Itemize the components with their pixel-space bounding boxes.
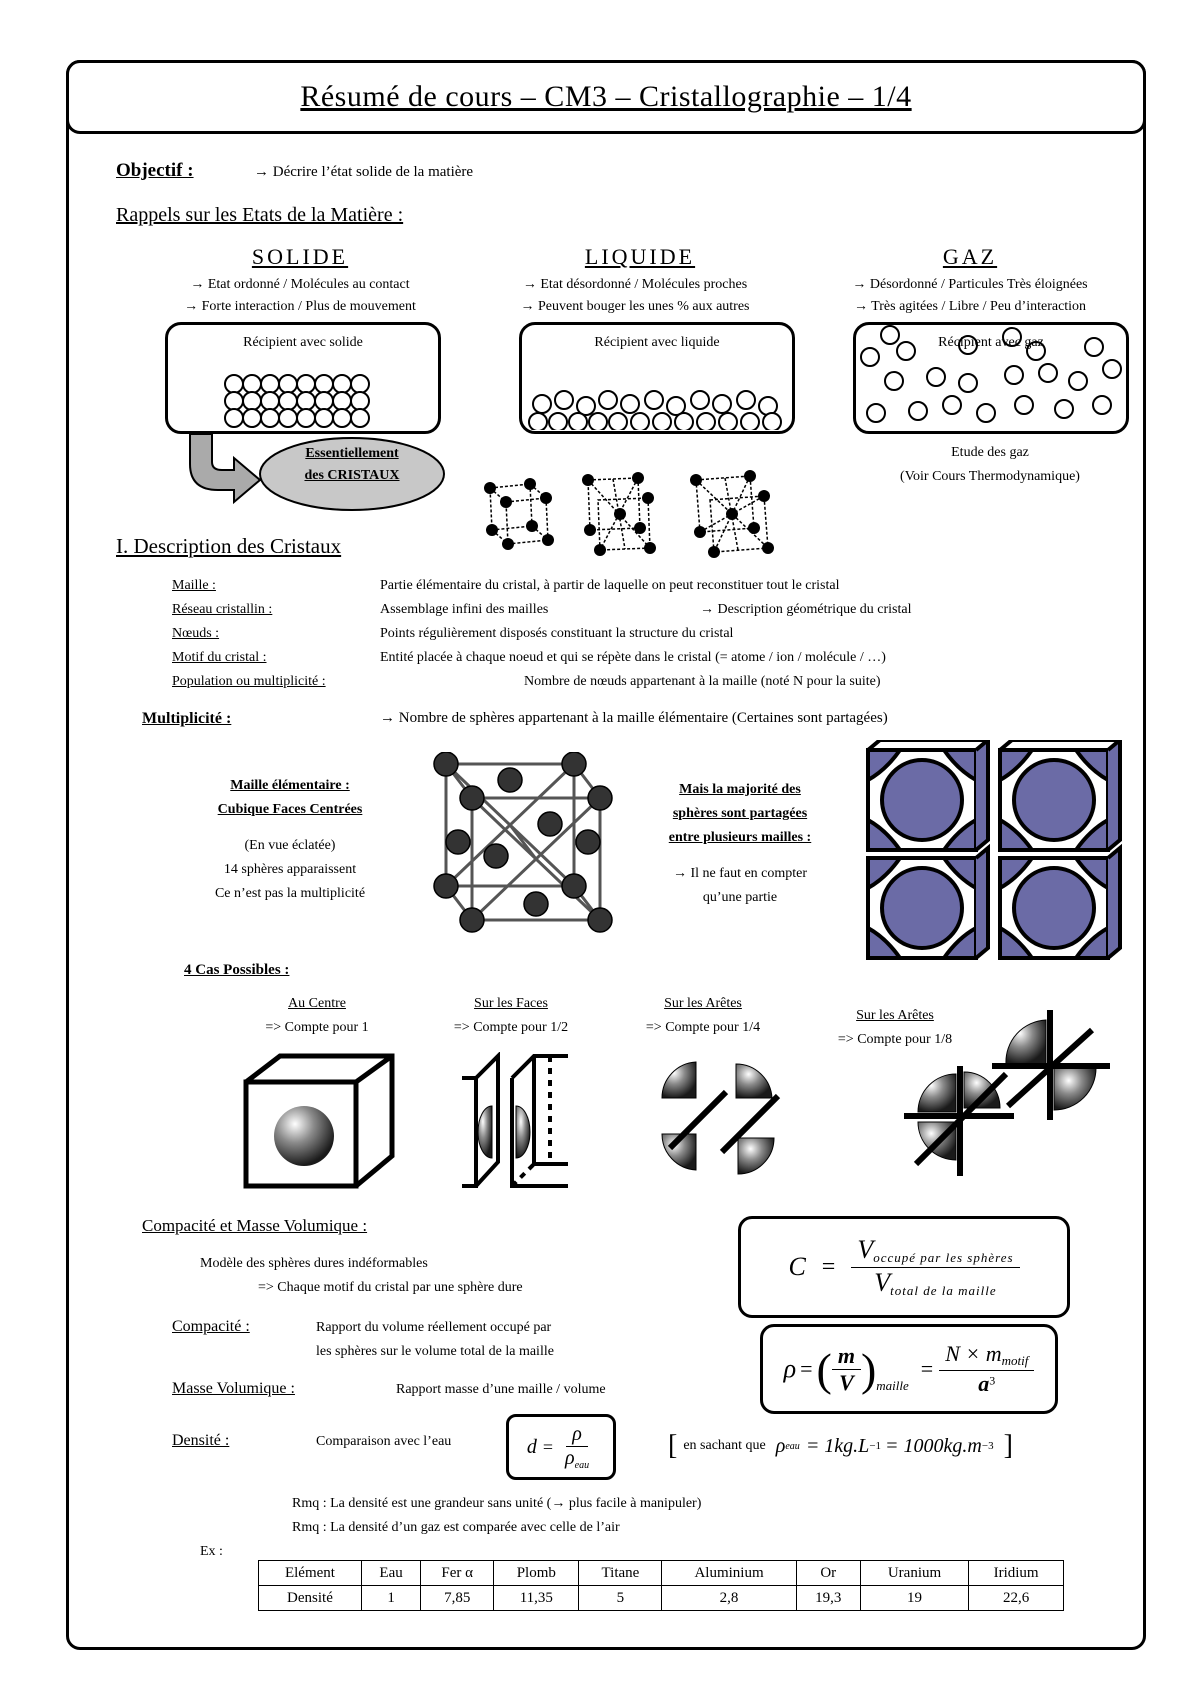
formula-maille-sub: maille [876,1378,909,1393]
def-term-noeuds: Nœuds : [172,626,220,641]
section1-heading: I. Description des Cristaux [116,534,342,558]
state-title-gaz: GAZ [942,244,998,269]
crystal-lattices-illustration [470,470,800,562]
title-box [66,60,1146,134]
formula-c-equals: = [821,1253,836,1280]
rappels-heading: Rappels sur les Etats de la Matière : [116,204,404,226]
rho-eau-note-text: en sachant que [683,1438,766,1453]
formula-c-fraction [851,1235,1019,1298]
rho-eau-value1: = 1kg.L [805,1434,870,1457]
table-cell: 2,8 [662,1586,796,1611]
cube-centre-sphere-illustration [242,1052,398,1192]
masse-volumique-label: Masse Volumique : [172,1380,295,1397]
densite-label: Densité : [172,1432,230,1449]
cas-count-centre: => Compte pour 1 [265,1020,369,1035]
formula-total-sub: total de la maille [890,1282,997,1298]
formula-rho-over-rhoeau [559,1423,595,1471]
gaz-note2: (Voir Cours Thermodynamique) [900,469,1080,484]
masse-volumique-text: Rapport masse d’une maille / volume [396,1382,606,1397]
rho-eau-value2: = 1000kg.m [885,1434,982,1457]
gaz-line2: → Très agitées / Libre / Peu d’interaction [853,299,1087,314]
def-text-maille: Partie élémentaire du cristal, à partir de laquelle on peut reconstituer tout le cristal [380,578,840,593]
formula-n-times-m: N × m [945,1341,1002,1367]
table-row-header [259,1561,1064,1586]
table-cell: 5 [579,1586,662,1611]
formula-rho-equals2: = [920,1356,934,1381]
gaz-note1: Etude des gaz [951,445,1029,460]
def-text-noeuds: Points régulièrement disposés constituant la structure du cristal [380,626,734,641]
table-header-cell: Uranium [860,1561,968,1586]
formula-motif-sub: motif [1001,1353,1029,1369]
compacite-text2: les sphères sur le volume total de la maille [316,1344,554,1359]
container-liquide [519,322,795,434]
formula-paren-close: ) [860,1343,877,1395]
state-title-liquide: LIQUIDE [584,244,696,269]
container-liquide-label: Récipient avec liquide [594,335,720,350]
state-title-solide: SOLIDE [251,244,349,269]
gaz-line1: → Désordonné / Particules Très éloignées [852,277,1088,292]
solide-line2: → Forte interaction / Plus de mouvement [184,299,416,314]
example-label: Ex : [200,1544,223,1559]
table-cell: 19 [860,1586,968,1611]
page-title: Résumé de cours – CM3 – Cristallographie – 1/4 [300,80,912,113]
formula-occupe-sub: occupé par les sphères [873,1250,1014,1266]
density-table [258,1560,1064,1611]
table-header-cell: Eau [361,1561,420,1586]
remarque-1: Rmq : La densité est une grandeur sans unité (→ plus facile à manipuler) [292,1496,702,1511]
objectif-label: Objectif : [116,160,194,181]
bracket-close: ] [1003,1430,1013,1461]
container-solide [165,322,441,434]
def-extra-reseau: → Description géométrique du cristal [700,602,912,617]
table-cell: Densité [259,1586,362,1611]
model-line2: => Chaque motif du cristal par une sphère dure [258,1280,523,1295]
formula-m: m [832,1343,861,1370]
formula-v: V [839,1369,854,1395]
edge-quarter-spheres-illustration [656,1052,806,1190]
table-cell: 11,35 [494,1586,579,1611]
formula-c-symbol: C [788,1252,806,1281]
cas-count-faces: => Compte pour 1/2 [453,1020,569,1035]
liquide-line2: → Peuvent bouger les unes % aux autres [520,299,750,314]
rho-eau-note [668,1430,1013,1462]
liquid-spheres-illustration [522,360,792,430]
cfc-line2: 14 sphères apparaissent [223,862,357,877]
face-half-spheres-illustration [458,1052,578,1192]
cas-title-faces: Sur les Faces [474,996,548,1011]
cas-title-centre: Au Centre [288,996,346,1011]
shared-spheres-cubes-illustration [866,740,1122,962]
densite-text: Comparaison avec l’eau [316,1434,452,1449]
def-text-motif: Entité placée à chaque noeud et qui se répète dans le cristal (= atome / ion / molécule / …) [380,650,886,665]
def-term-reseau: Réseau cristallin : [172,602,273,617]
shared-title1: Mais la majorité des [679,782,801,797]
essentiel-line1: Essentiellement [305,446,399,461]
container-gaz-label: Récipient avec gaz [938,335,1044,350]
table-cell: 7,85 [421,1586,494,1611]
compacite-text1: Rapport du volume réellement occupé par [316,1320,552,1335]
cas-heading: 4 Cas Possibles : [184,962,290,978]
essentiel-line2: des CRISTAUX [304,468,400,483]
liquide-line1: → Etat désordonné / Molécules proches [522,277,748,292]
table-header-cell: Or [796,1561,860,1586]
table-header-cell: Elément [259,1561,362,1586]
cfc-line1: (En vue éclatée) [244,838,336,853]
formula-m-over-v [832,1343,861,1396]
def-term-maille: Maille : [172,578,216,593]
table-row-densite [259,1586,1064,1611]
table-cell: 19,3 [796,1586,860,1611]
formula-d-equals: = [542,1436,554,1457]
table-cell: 22,6 [969,1586,1064,1611]
corner-eighth-spheres-illustration [896,1010,1120,1178]
shared-title3: entre plusieurs mailles : [668,830,812,845]
model-line1: Modèle des sphères dures indéformables [200,1256,428,1271]
cas-count-sommets: => Compte pour 1/8 [837,1032,953,1047]
cfc-exploded-illustration [424,752,624,938]
rho-eau-sub: eau [785,1440,800,1452]
formula-paren-open: ( [816,1343,832,1395]
def-text-reseau: Assemblage infini des mailles [380,602,549,617]
multiplicite-text: → Nombre de sphères appartenant à la maille élémentaire (Certaines sont partagées) [380,710,888,726]
shared-line1: → Il ne faut en compter [672,866,808,881]
compacite-heading: Compacité et Masse Volumique : [142,1216,368,1235]
container-gaz [853,322,1129,434]
formula-a: a [978,1370,990,1396]
table-header-cell: Plomb [494,1561,579,1586]
def-term-population: Population ou multiplicité : [172,674,326,689]
shared-line2: qu’une partie [702,890,778,905]
cas-title-aretes: Sur les Arêtes [664,996,742,1011]
formula-v-total: V [874,1267,891,1297]
def-term-motif: Motif du cristal : [172,650,267,665]
table-header-cell: Iridium [969,1561,1064,1586]
formula-densite [506,1414,616,1480]
formula-d-symbol: d [526,1435,537,1458]
remarque-2: Rmq : La densité d’un gaz est comparée avec celle de l’air [292,1520,620,1535]
table-header-cell: Titane [579,1561,662,1586]
container-solide-label: Récipient avec solide [243,335,363,350]
table-header-cell: Aluminium [662,1561,796,1586]
compacite-label: Compacité : [172,1318,250,1335]
table-cell: 1 [361,1586,420,1611]
cfc-title2: Cubique Faces Centrées [217,802,363,817]
formula-rho-symbol: ρ [783,1354,797,1383]
formula-rho-equals: = [800,1356,813,1381]
objectif-text: → Décrire l’état solide de la matière [254,164,474,180]
formula-d-rho-eau: ρ [565,1446,575,1469]
formula-d-eau-sub: eau [574,1460,590,1472]
def-text-population: Nombre de nœuds appartenant à la maille (noté N pour la suite) [524,674,881,689]
cfc-line3: Ce n’est pas la multiplicité [214,886,366,901]
table-header-cell: Fer α [421,1561,494,1586]
rho-eau-symbol: ρ [775,1434,786,1457]
cas-title-sommets: Sur les Arêtes [856,1008,934,1023]
formula-d-rho: ρ [566,1423,588,1447]
cfc-title1: Maille élémentaire : [230,778,350,793]
shared-title2: sphères sont partagées [672,806,808,821]
formula-masse-volumique [760,1324,1058,1414]
solide-line1: → Etat ordonné / Molécules au contact [190,277,410,292]
rho-eau-exp2: −3 [981,1440,994,1452]
formula-compacite [738,1216,1070,1318]
formula-nm-over-a3 [939,1341,1034,1396]
formula-a-exp: 3 [989,1373,996,1388]
multiplicite-label: Multiplicité : [142,710,232,727]
solid-spheres-illustration [168,360,438,430]
bracket-open: [ [668,1430,678,1461]
formula-v-occupe: V [857,1235,874,1265]
cas-count-aretes: => Compte pour 1/4 [645,1020,761,1035]
rho-eau-exp1: −1 [869,1440,882,1452]
